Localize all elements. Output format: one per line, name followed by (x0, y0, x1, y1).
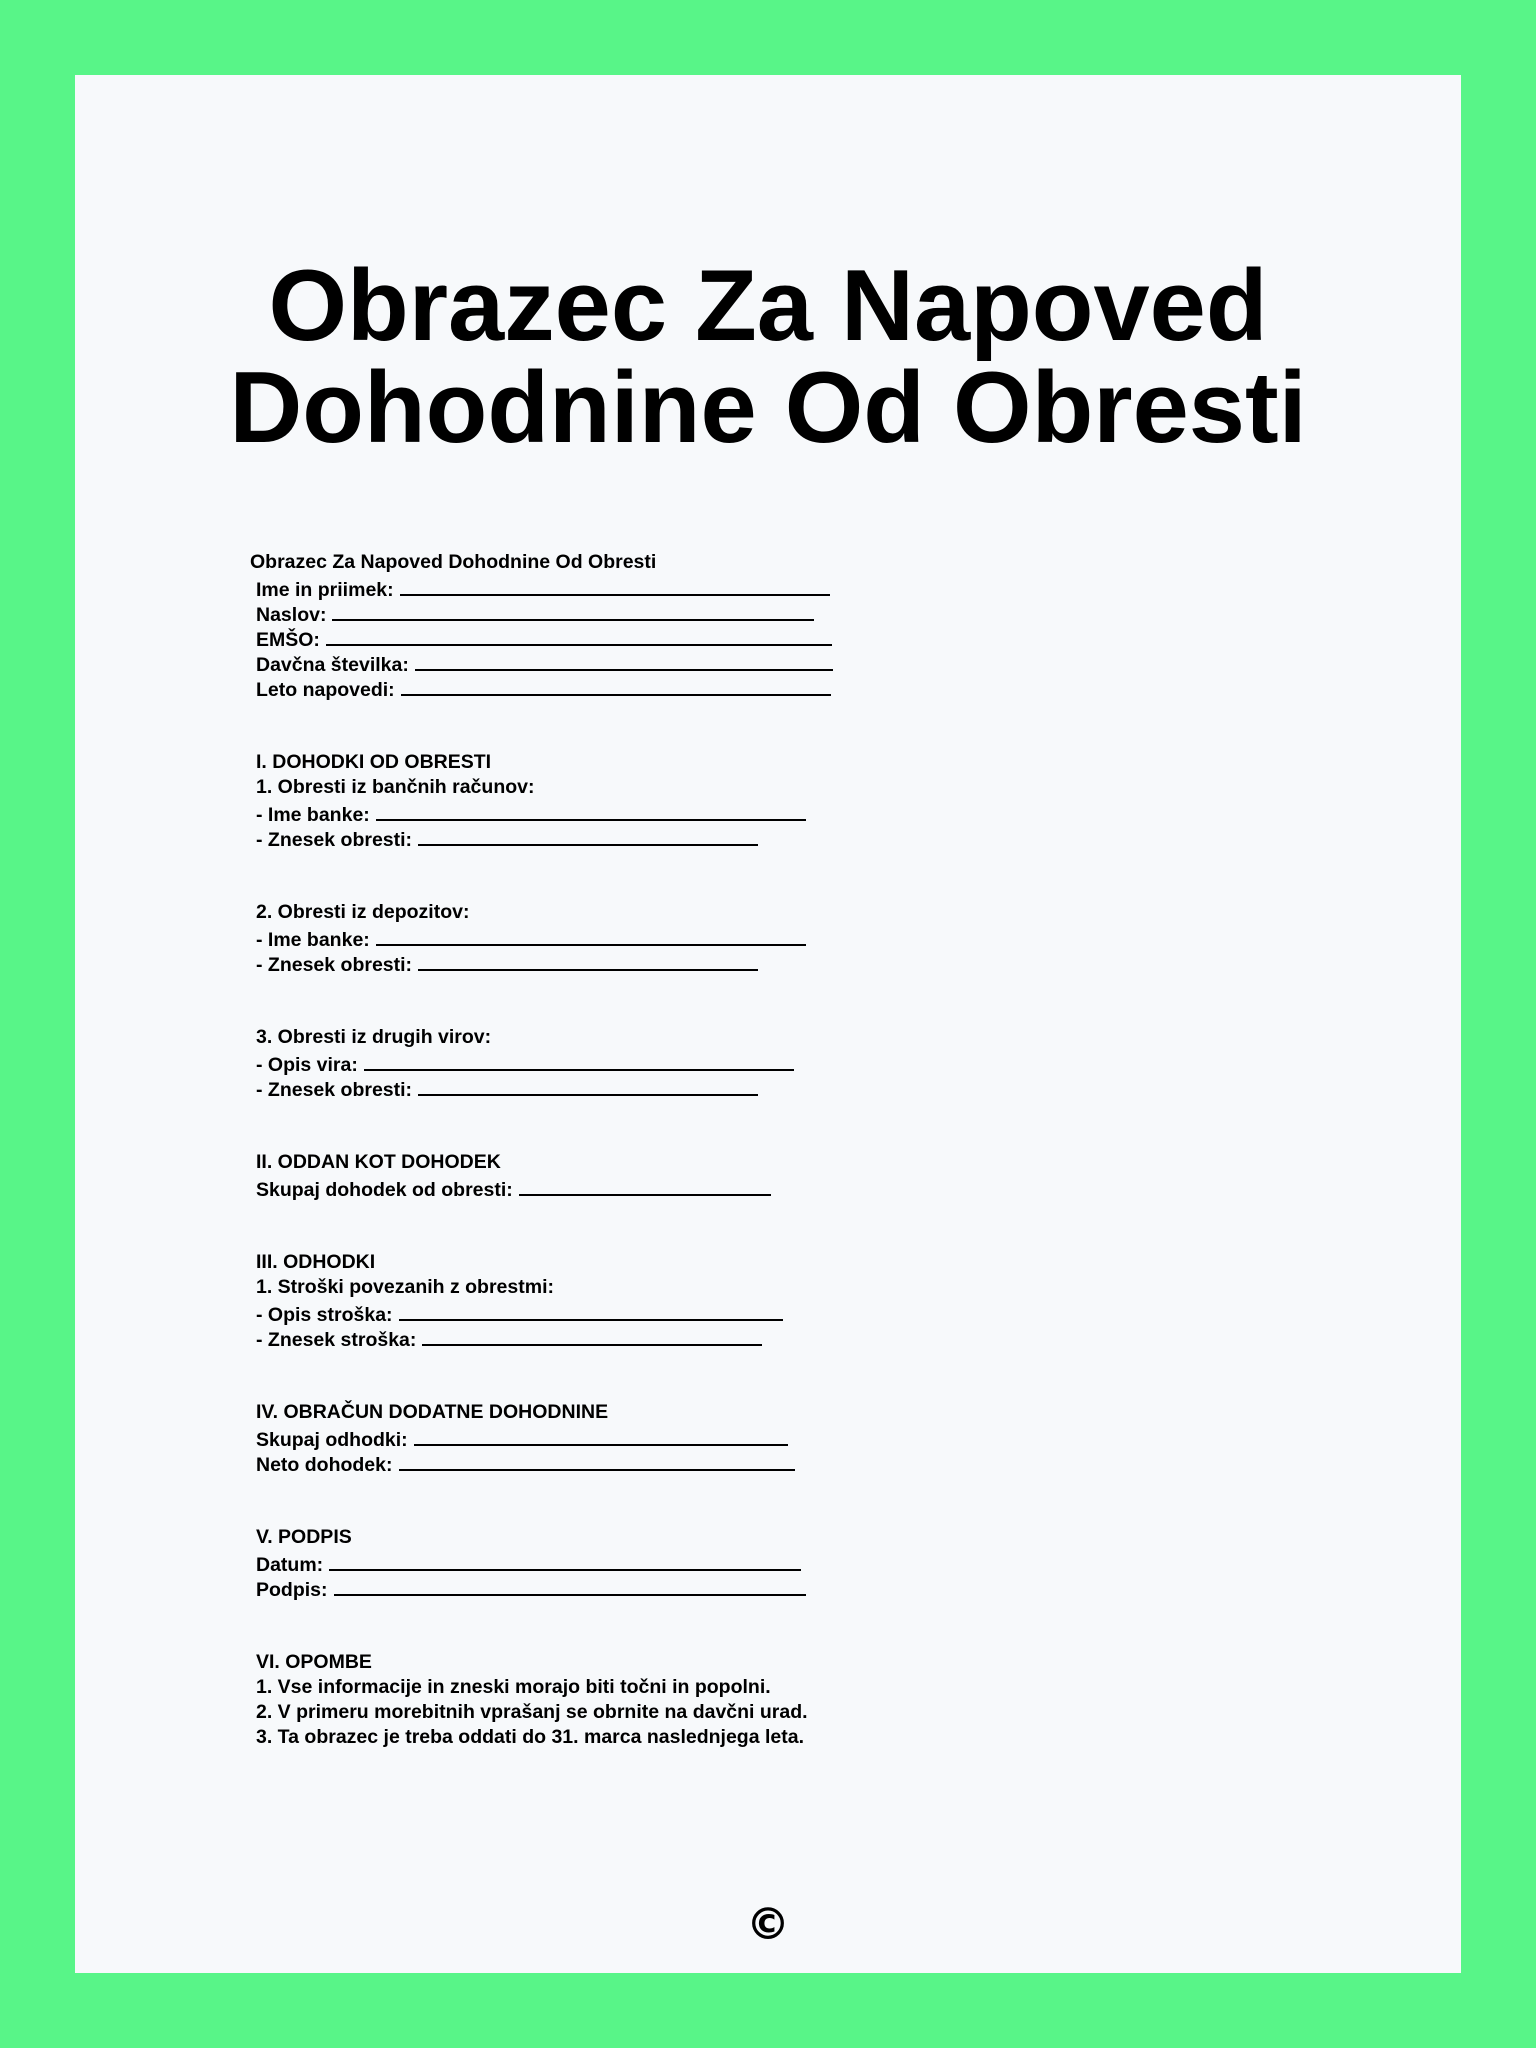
name-field[interactable] (256, 575, 830, 600)
section2-heading: II. ODDAN KOT DOHODEK (256, 1151, 501, 1173)
cost-amount-field[interactable] (256, 1325, 762, 1350)
form-subtitle: Obrazec Za Napoved Dohodnine Od Obresti (250, 551, 657, 573)
total-expenses-field[interactable] (256, 1425, 788, 1450)
deposits-label: 2. Obresti iz depozitov: (256, 901, 470, 923)
copyright-symbol: © (746, 1899, 790, 1950)
total-income-label: Skupaj dohodek od obresti: (256, 1179, 513, 1201)
section1-heading: I. DOHODKI OD OBRESTI (256, 751, 492, 773)
signature-field[interactable] (256, 1575, 806, 1600)
bank-accounts-bank-label: - Ime banke: (256, 804, 370, 826)
total-income-field[interactable] (256, 1175, 771, 1200)
section6-heading: VI. OPOMBE (256, 1651, 372, 1673)
section5-heading: V. PODPIS (256, 1526, 352, 1548)
address-field[interactable] (256, 600, 814, 625)
signature-blank[interactable] (334, 1575, 806, 1596)
costs-label: 1. Stroški povezanih z obrestmi: (256, 1276, 554, 1298)
document-title (0, 250, 1536, 464)
bank-accounts-bank-field[interactable] (256, 800, 806, 825)
year-field[interactable] (256, 675, 831, 700)
address-label: Naslov: (256, 604, 327, 626)
date-field[interactable] (256, 1550, 801, 1575)
other-amount-label: - Znesek obresti: (256, 1079, 413, 1101)
total-expenses-blank[interactable] (414, 1425, 788, 1446)
deposits-amount-field[interactable] (256, 950, 758, 975)
year-blank[interactable] (401, 675, 831, 696)
total-expenses-label: Skupaj odhodki: (256, 1429, 408, 1451)
title-line-1: Obrazec Za Napoved (268, 250, 1268, 362)
bank-accounts-amount-label: - Znesek obresti: (256, 829, 413, 851)
title-line-2: Dohodnine Od Obresti (229, 352, 1307, 464)
cost-amount-blank[interactable] (422, 1325, 762, 1346)
year-label: Leto napovedi: (256, 679, 395, 701)
other-source-label: - Opis vira: (256, 1054, 358, 1076)
name-blank[interactable] (400, 575, 830, 596)
tax-number-blank[interactable] (415, 650, 833, 671)
bank-accounts-label: 1. Obresti iz bančnih računov: (256, 776, 535, 798)
total-income-blank[interactable] (519, 1175, 771, 1196)
note-item: 1. Vse informacije in zneski morajo biti točni in popolni. (256, 1676, 771, 1698)
note-item: 2. V primeru morebitnih vprašanj se obrnite na davčni urad. (256, 1701, 808, 1723)
deposits-bank-label: - Ime banke: (256, 929, 370, 951)
other-source-field[interactable] (256, 1050, 794, 1075)
other-amount-blank[interactable] (418, 1075, 758, 1096)
net-income-blank[interactable] (399, 1450, 795, 1471)
emso-label: EMŠO: (256, 629, 320, 651)
emso-blank[interactable] (326, 625, 832, 646)
name-label: Ime in priimek: (256, 579, 394, 601)
net-income-label: Neto dohodek: (256, 1454, 393, 1476)
net-income-field[interactable] (256, 1450, 795, 1475)
section3-heading: III. ODHODKI (256, 1251, 376, 1273)
deposits-bank-blank[interactable] (376, 925, 806, 946)
other-amount-field[interactable] (256, 1075, 758, 1100)
deposits-amount-label: - Znesek obresti: (256, 954, 413, 976)
other-sources-label: 3. Obresti iz drugih virov: (256, 1026, 492, 1048)
bank-accounts-amount-field[interactable] (256, 825, 758, 850)
note-item: 3. Ta obrazec je treba oddati do 31. marca naslednjega leta. (256, 1726, 804, 1748)
section4-heading: IV. OBRAČUN DODATNE DOHODNINE (256, 1401, 609, 1423)
cost-amount-label: - Znesek stroška: (256, 1329, 417, 1351)
cost-desc-field[interactable] (256, 1300, 783, 1325)
date-label: Datum: (256, 1554, 324, 1576)
tax-number-label: Davčna številka: (256, 654, 409, 676)
cost-desc-label: - Opis stroška: (256, 1304, 393, 1326)
address-blank[interactable] (332, 600, 814, 621)
tax-number-field[interactable] (256, 650, 833, 675)
date-blank[interactable] (329, 1550, 801, 1571)
cost-desc-blank[interactable] (399, 1300, 783, 1321)
deposits-bank-field[interactable] (256, 925, 806, 950)
bank-accounts-bank-blank[interactable] (376, 800, 806, 821)
emso-field[interactable] (256, 625, 832, 650)
signature-label: Podpis: (256, 1579, 328, 1601)
bank-accounts-amount-blank[interactable] (418, 825, 758, 846)
other-source-blank[interactable] (364, 1050, 794, 1071)
deposits-amount-blank[interactable] (418, 950, 758, 971)
